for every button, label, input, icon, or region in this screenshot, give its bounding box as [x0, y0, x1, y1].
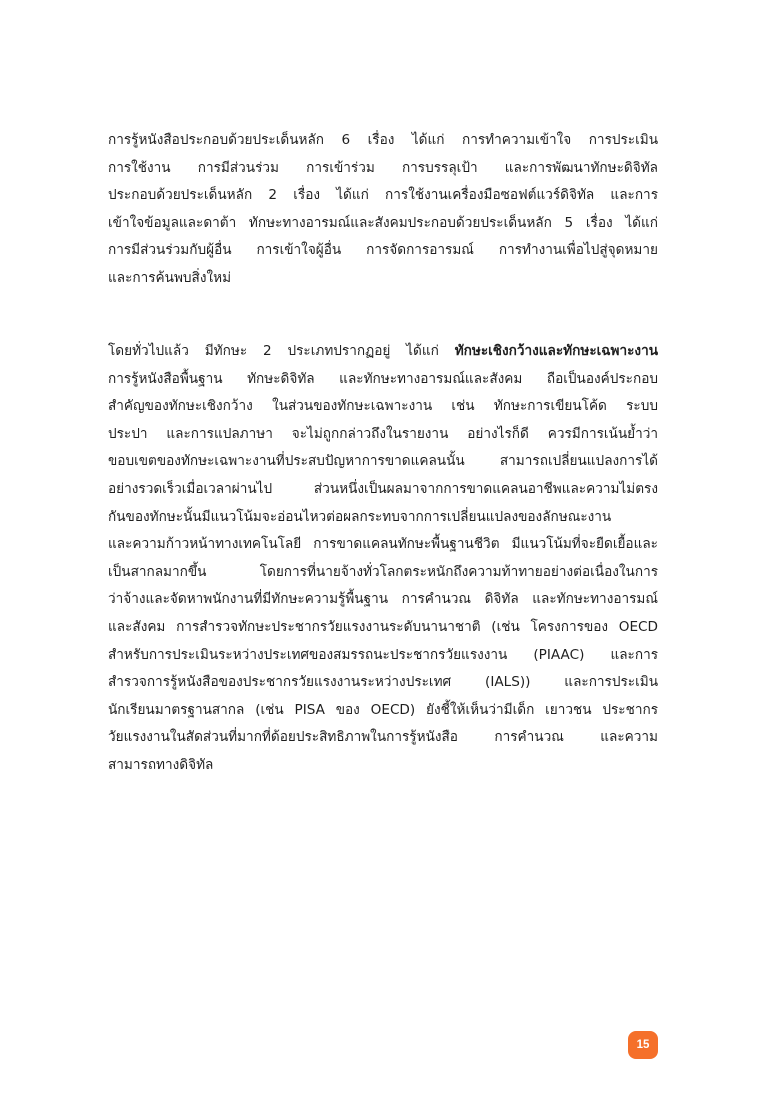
text-line: สำหรับการประเมินระหว่างประเทศของสมรรถนะประชากรวัยแรงงาน (PIAAC) และการ	[108, 646, 658, 663]
text-prefix: โดยทั่วไปแล้ว มีทักษะ 2 ประเภทปรากฏอยู่ ได้แก่	[108, 343, 455, 359]
text-line: การรู้หนังสือพื้นฐาน ทักษะดิจิทัล และทักษะทางอารมณ์และสังคม ถือเป็นองค์ประกอบ	[108, 370, 658, 387]
paragraph-literacy-components	[108, 127, 658, 293]
page-number-badge: 15	[628, 1031, 658, 1059]
text-line: สำคัญของทักษะเชิงกว้าง ในส่วนของทักษะเฉพาะงาน เช่น ทักษะการเขียนโค้ด ระบบ	[108, 398, 658, 415]
text-line: สามารถทางดิจิทัล	[108, 756, 214, 773]
text-line: และความก้าวหน้าทางเทคโนโลยี การขาดแคลนทักษะพื้นฐานชีวิต มีแนวโน้มที่จะยืดเยื้อและ	[108, 536, 658, 553]
text-line: สำรวจการรู้หนังสือของประชากรวัยแรงงานระหว่างประเทศ (IALS)) และการประเมิน	[108, 674, 658, 691]
text-line: และการค้นพบสิ่งใหม่	[108, 269, 232, 286]
text-line: และสังคม การสำรวจทักษะประชากรวัยแรงงานระดับนานาชาติ (เช่น โครงการของ OECD	[108, 618, 658, 635]
text-line: การมีส่วนร่วมกับผู้อื่น การเข้าใจผู้อื่น การจัดการอารมณ์ การทำงานเพื่อไปสู่จุดหมาย	[108, 242, 658, 259]
text-line: การใช้งาน การมีส่วนร่วม การเข้าร่วม การบรรลุเป้า และการพัฒนาทักษะดิจิทัล	[108, 159, 658, 176]
text-line: ประปา และการแปลภาษา จะไม่ถูกกล่าวถึงในรายงาน อย่างไรก็ดี ควรมีการเน้นย้ำว่า	[108, 425, 658, 442]
text-line: ว่าจ้างและจัดหาพนักงานที่มีทักษะความรู้พื้นฐาน การคำนวณ ดิจิทัล และทักษะทางอารมณ์	[108, 591, 658, 608]
text-line: เข้าใจข้อมูลและดาต้า ทักษะทางอารมณ์และสังคมประกอบด้วยประเด็นหลัก 5 เรื่อง ได้แก่	[108, 214, 658, 231]
text-line: ประกอบด้วยประเด็นหลัก 2 เรื่อง ได้แก่ การใช้งานเครื่องมือซอฟต์แวร์ดิจิทัล และการ	[108, 187, 658, 204]
text-line: เป็นสากลมากขึ้น โดยการที่นายจ้างทั่วโลกตระหนักถึงความท้าทายอย่างต่อเนื่องในการ	[108, 563, 658, 580]
text-line: กันของทักษะนั้นมีแนวโน้มจะอ่อนไหวต่อผลกระทบจากการเปลี่ยนแปลงของลักษณะงาน	[108, 508, 612, 525]
paragraph-skill-types	[108, 338, 658, 780]
text-line: ขอบเขตของทักษะเฉพาะงานที่ประสบปัญหาการขาดแคลนนั้น สามารถเปลี่ยนแปลงการได้	[108, 453, 658, 470]
text-line: อย่างรวดเร็วเมื่อเวลาผ่านไป ส่วนหนึ่งเป็นผลมาจากการขาดแคลนอาชีพและความไม่ตรง	[108, 480, 658, 497]
text-line: การรู้หนังสือประกอบด้วยประเด็นหลัก 6 เรื่อง ได้แก่ การทำความเข้าใจ การประเมิน	[108, 132, 658, 148]
text-line: วัยแรงงานในสัดส่วนที่มากที่ด้อยประสิทธิภาพในการรู้หนังสือ การคำนวณ และความ	[108, 729, 658, 746]
text-line-first	[108, 338, 658, 366]
bold-emphasis: ทักษะเชิงกว้างและทักษะเฉพาะงาน	[454, 343, 658, 359]
text-line: นักเรียนมาตรฐานสากล (เช่น PISA ของ OECD) ยังชี้ให้เห็นว่ามีเด็ก เยาวชน ประชากร	[108, 701, 658, 718]
